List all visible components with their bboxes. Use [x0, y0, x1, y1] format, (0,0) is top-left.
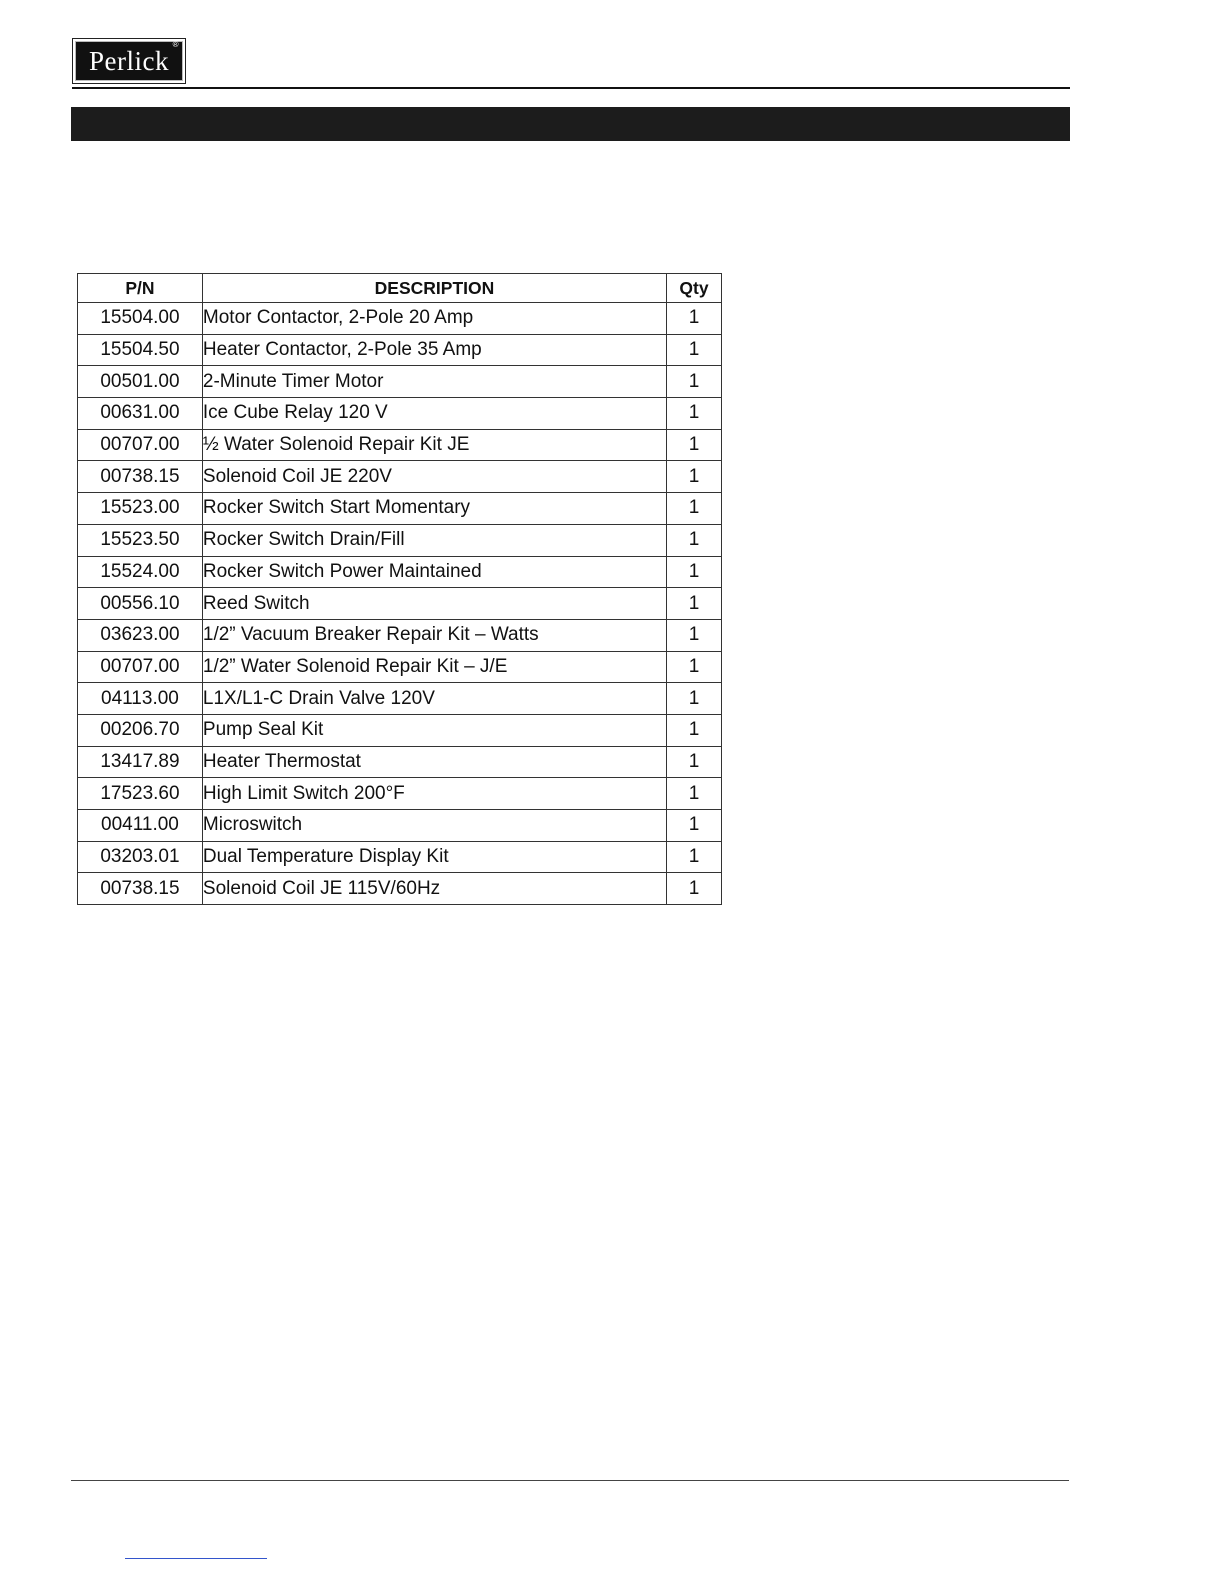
description-cell: Solenoid Coil JE 220V [202, 461, 666, 493]
description-cell: Motor Contactor, 2-Pole 20 Amp [202, 303, 666, 335]
table-row [78, 398, 722, 430]
description-cell: L1X/L1-C Drain Valve 120V [202, 683, 666, 715]
table-row [78, 303, 722, 335]
table-row [78, 556, 722, 588]
column-header-description: DESCRIPTION [202, 274, 666, 303]
part-number-cell: 17523.60 [78, 778, 203, 810]
description-cell: ½ Water Solenoid Repair Kit JE [202, 429, 666, 461]
description-cell: Pump Seal Kit [202, 714, 666, 746]
quantity-cell: 1 [667, 429, 722, 461]
description-cell: Reed Switch [202, 588, 666, 620]
footer-rule [71, 1480, 1069, 1481]
part-number-cell: 15504.50 [78, 334, 203, 366]
description-cell: 2-Minute Timer Motor [202, 366, 666, 398]
part-number-cell: 00707.00 [78, 651, 203, 683]
footer-link-underline [125, 1558, 267, 1559]
description-cell: 1/2” Vacuum Breaker Repair Kit – Watts [202, 619, 666, 651]
table-row [78, 651, 722, 683]
table-row [78, 619, 722, 651]
part-number-cell: 00411.00 [78, 810, 203, 842]
quantity-cell: 1 [667, 303, 722, 335]
part-number-cell: 03623.00 [78, 619, 203, 651]
quantity-cell: 1 [667, 683, 722, 715]
quantity-cell: 1 [667, 746, 722, 778]
registered-mark: ® [172, 40, 179, 49]
description-cell: Microswitch [202, 810, 666, 842]
table-row [78, 334, 722, 366]
part-number-cell: 00631.00 [78, 398, 203, 430]
perlick-logo [72, 38, 186, 84]
part-number-cell: 15523.50 [78, 524, 203, 556]
table-row [78, 366, 722, 398]
logo-text: Perlick [89, 46, 169, 76]
description-cell: Ice Cube Relay 120 V [202, 398, 666, 430]
description-cell: Dual Temperature Display Kit [202, 841, 666, 873]
description-cell: Rocker Switch Power Maintained [202, 556, 666, 588]
part-number-cell: 03203.01 [78, 841, 203, 873]
column-header-qty: Qty [667, 274, 722, 303]
part-number-cell: 04113.00 [78, 683, 203, 715]
part-number-cell: 00501.00 [78, 366, 203, 398]
table-row [78, 493, 722, 525]
quantity-cell: 1 [667, 556, 722, 588]
table-row [78, 588, 722, 620]
table-row [78, 778, 722, 810]
quantity-cell: 1 [667, 493, 722, 525]
table-header-row [78, 274, 722, 303]
description-cell: Heater Contactor, 2-Pole 35 Amp [202, 334, 666, 366]
table-row [78, 841, 722, 873]
parts-table-body [78, 303, 722, 905]
quantity-cell: 1 [667, 398, 722, 430]
part-number-cell: 15504.00 [78, 303, 203, 335]
quantity-cell: 1 [667, 366, 722, 398]
quantity-cell: 1 [667, 461, 722, 493]
quantity-cell: 1 [667, 334, 722, 366]
part-number-cell: 00206.70 [78, 714, 203, 746]
quantity-cell: 1 [667, 810, 722, 842]
description-cell: Rocker Switch Start Momentary [202, 493, 666, 525]
quantity-cell: 1 [667, 588, 722, 620]
description-cell: Solenoid Coil JE 115V/60Hz [202, 873, 666, 905]
part-number-cell: 00738.15 [78, 461, 203, 493]
part-number-cell: 00556.10 [78, 588, 203, 620]
description-cell: Heater Thermostat [202, 746, 666, 778]
header-rule [72, 87, 1070, 89]
quantity-cell: 1 [667, 873, 722, 905]
table-row [78, 683, 722, 715]
description-cell: 1/2” Water Solenoid Repair Kit – J/E [202, 651, 666, 683]
part-number-cell: 00707.00 [78, 429, 203, 461]
part-number-cell: 15523.00 [78, 493, 203, 525]
quantity-cell: 1 [667, 651, 722, 683]
table-row [78, 810, 722, 842]
description-cell: High Limit Switch 200°F [202, 778, 666, 810]
section-title-bar [71, 107, 1070, 141]
table-row [78, 746, 722, 778]
quantity-cell: 1 [667, 619, 722, 651]
table-row [78, 873, 722, 905]
logo-wordmark [75, 41, 183, 81]
part-number-cell: 15524.00 [78, 556, 203, 588]
column-header-pn: P/N [78, 274, 203, 303]
part-number-cell: 13417.89 [78, 746, 203, 778]
quantity-cell: 1 [667, 524, 722, 556]
parts-table [77, 273, 722, 905]
part-number-cell: 00738.15 [78, 873, 203, 905]
quantity-cell: 1 [667, 714, 722, 746]
table-row [78, 714, 722, 746]
table-row [78, 524, 722, 556]
quantity-cell: 1 [667, 841, 722, 873]
description-cell: Rocker Switch Drain/Fill [202, 524, 666, 556]
table-row [78, 429, 722, 461]
table-row [78, 461, 722, 493]
quantity-cell: 1 [667, 778, 722, 810]
